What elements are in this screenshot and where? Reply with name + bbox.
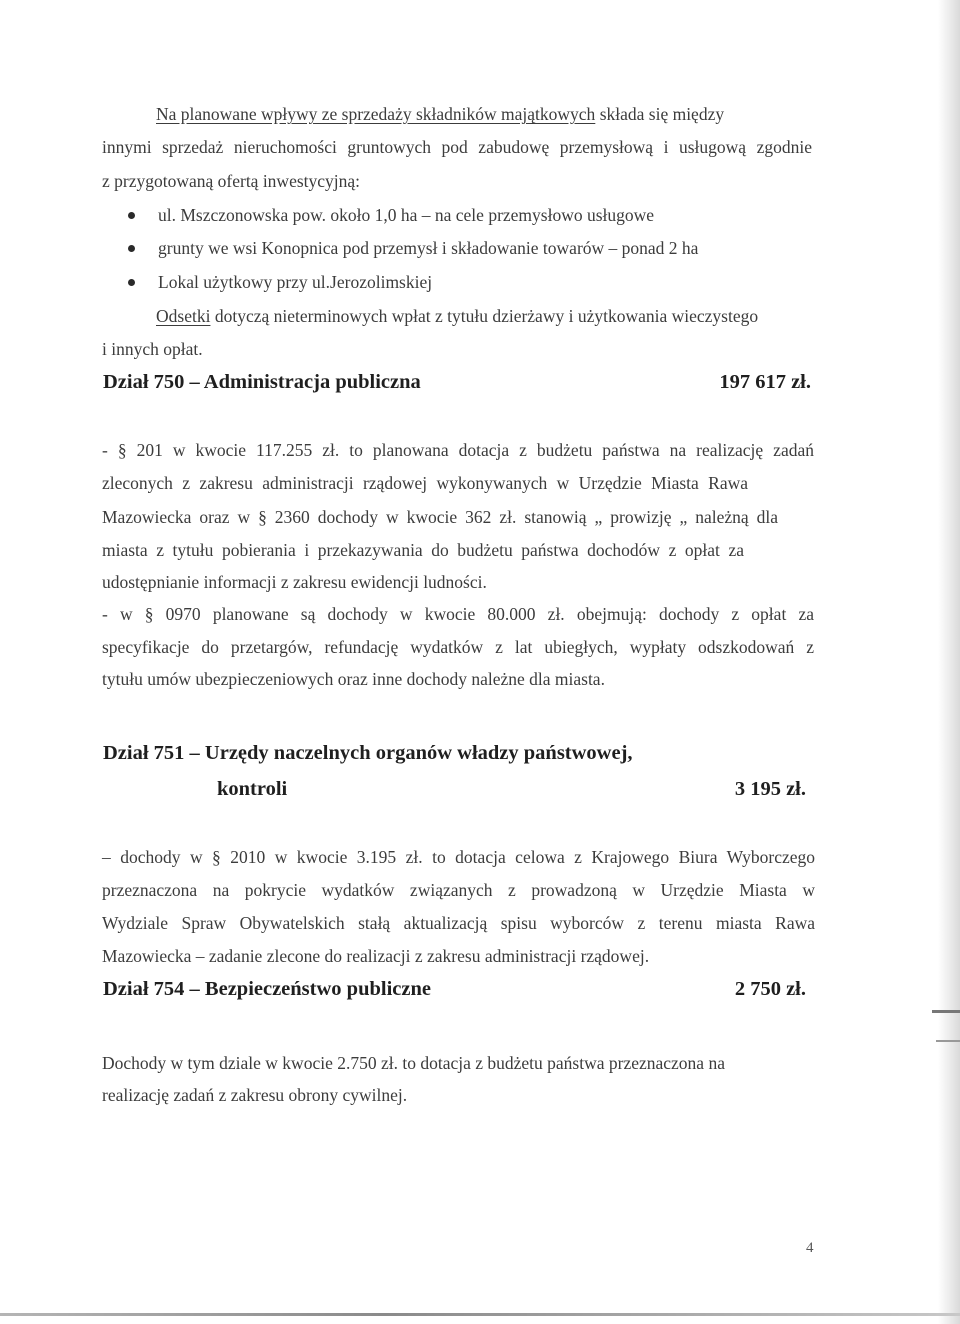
odsetki-underlined: Odsetki: [156, 306, 211, 326]
intro-rest: składa się między: [595, 104, 725, 124]
dzial-751-line-2: przeznaczona na pokrycie wydatków związanych z prowadzoną w Urzędzie Miasta w: [102, 880, 815, 900]
dzial-751-heading: Dział 751 – Urzędy naczelnych organów władzy państwowej,: [103, 742, 633, 764]
dzial-754-line-1: Dochody w tym dziale w kwocie 2.750 zł. to dotacja z budżetu państwa przeznaczona na: [102, 1053, 725, 1073]
dzial-750-line-5: udostępnianie informacji z zakresu ewidencji ludności.: [102, 572, 487, 592]
dzial-751-line-4: Mazowiecka – zadanie zlecone do realizacji z zakresu administracji rządowej.: [102, 946, 650, 966]
bullet-item-3: Lokal użytkowy przy ul.Jerozolimskiej: [158, 272, 433, 292]
bullet-item-2: grunty we wsi Konopnica pod przemysł i składowanie towarów – ponad 2 ha: [158, 238, 699, 258]
intro-line-1: [156, 103, 812, 125]
dzial-750-heading: Dział 750 – Administracja publiczna: [103, 371, 421, 393]
page-number: 4: [806, 1240, 814, 1256]
intro-underlined-phrase: Na planowane wpływy ze sprzedaży składników majątkowych: [156, 104, 596, 124]
dzial-754-line-2: realizację zadań z zakresu obrony cywilnej.: [102, 1085, 408, 1105]
dzial-751-heading-cont: kontroli: [217, 778, 288, 800]
dzial-750-line-8: tytułu umów ubezpieczeniowych oraz inne dochody należne dla miasta.: [102, 669, 605, 689]
intro-line-2: innymi sprzedaż nieruchomości gruntowych pod zabudowę przemysłową i usługową zgodnie: [102, 137, 812, 157]
odsetki-rest: dotyczą nieterminowych wpłat z tytułu dzierżawy i użytkowania wieczystego: [210, 306, 759, 326]
dzial-750-amount: 197 617 zł.: [719, 371, 811, 393]
dzial-754-amount: 2 750 zł.: [734, 978, 806, 1000]
dzial-750-line-4: miasta z tytułu pobierania i przekazywania do budżetu państwa dochodów z opłat za: [102, 540, 744, 560]
bullet-icon: [128, 212, 135, 219]
dzial-751-line-1: – dochody w § 2010 w kwocie 3.195 zł. to dotacja celowa z Krajowego Biura Wyborczego: [102, 847, 815, 867]
dzial-750-line-2: zleconych z zakresu administracji rządowej wykonywanych w Urzędzie Miasta Rawa: [102, 473, 748, 493]
odsetki-line-1: [156, 305, 758, 327]
odsetki-line-2: i innych opłat.: [102, 339, 203, 359]
scan-mark: [932, 1010, 960, 1013]
dzial-751-amount: 3 195 zł.: [734, 778, 806, 800]
dzial-750-line-1: - § 201 w kwocie 117.255 zł. to planowana dotacja z budżetu państwa na realizację zadań: [102, 440, 814, 460]
bottom-scan-line: [0, 1313, 960, 1316]
dzial-750-line-7: specyfikacje do przetargów, refundację wydatków z lat ubiegłych, wypłaty odszkodowań z: [102, 637, 814, 657]
dzial-751-line-3: Wydziale Spraw Obywatelskich stałą aktualizacją spisu wyborców z terenu miasta Rawa: [102, 913, 815, 933]
scan-mark: [936, 1040, 960, 1042]
dzial-754-heading: Dział 754 – Bezpieczeństwo publiczne: [103, 978, 431, 1000]
dzial-750-line-6: - w § 0970 planowane są dochody w kwocie 80.000 zł. obejmują: dochody z opłat za: [102, 604, 814, 624]
dzial-750-line-3: Mazowiecka oraz w § 2360 dochody w kwocie 362 zł. stanowią „ prowizję „ należną dla: [102, 507, 778, 527]
intro-line-3: z przygotowaną ofertą inwestycyjną:: [102, 171, 361, 191]
scan-edge-shadow: [938, 0, 960, 1324]
bullet-icon: [128, 245, 135, 252]
bullet-item-1: ul. Mszczonowska pow. około 1,0 ha – na cele przemysłowo usługowe: [158, 205, 655, 225]
bullet-icon: [128, 279, 135, 286]
